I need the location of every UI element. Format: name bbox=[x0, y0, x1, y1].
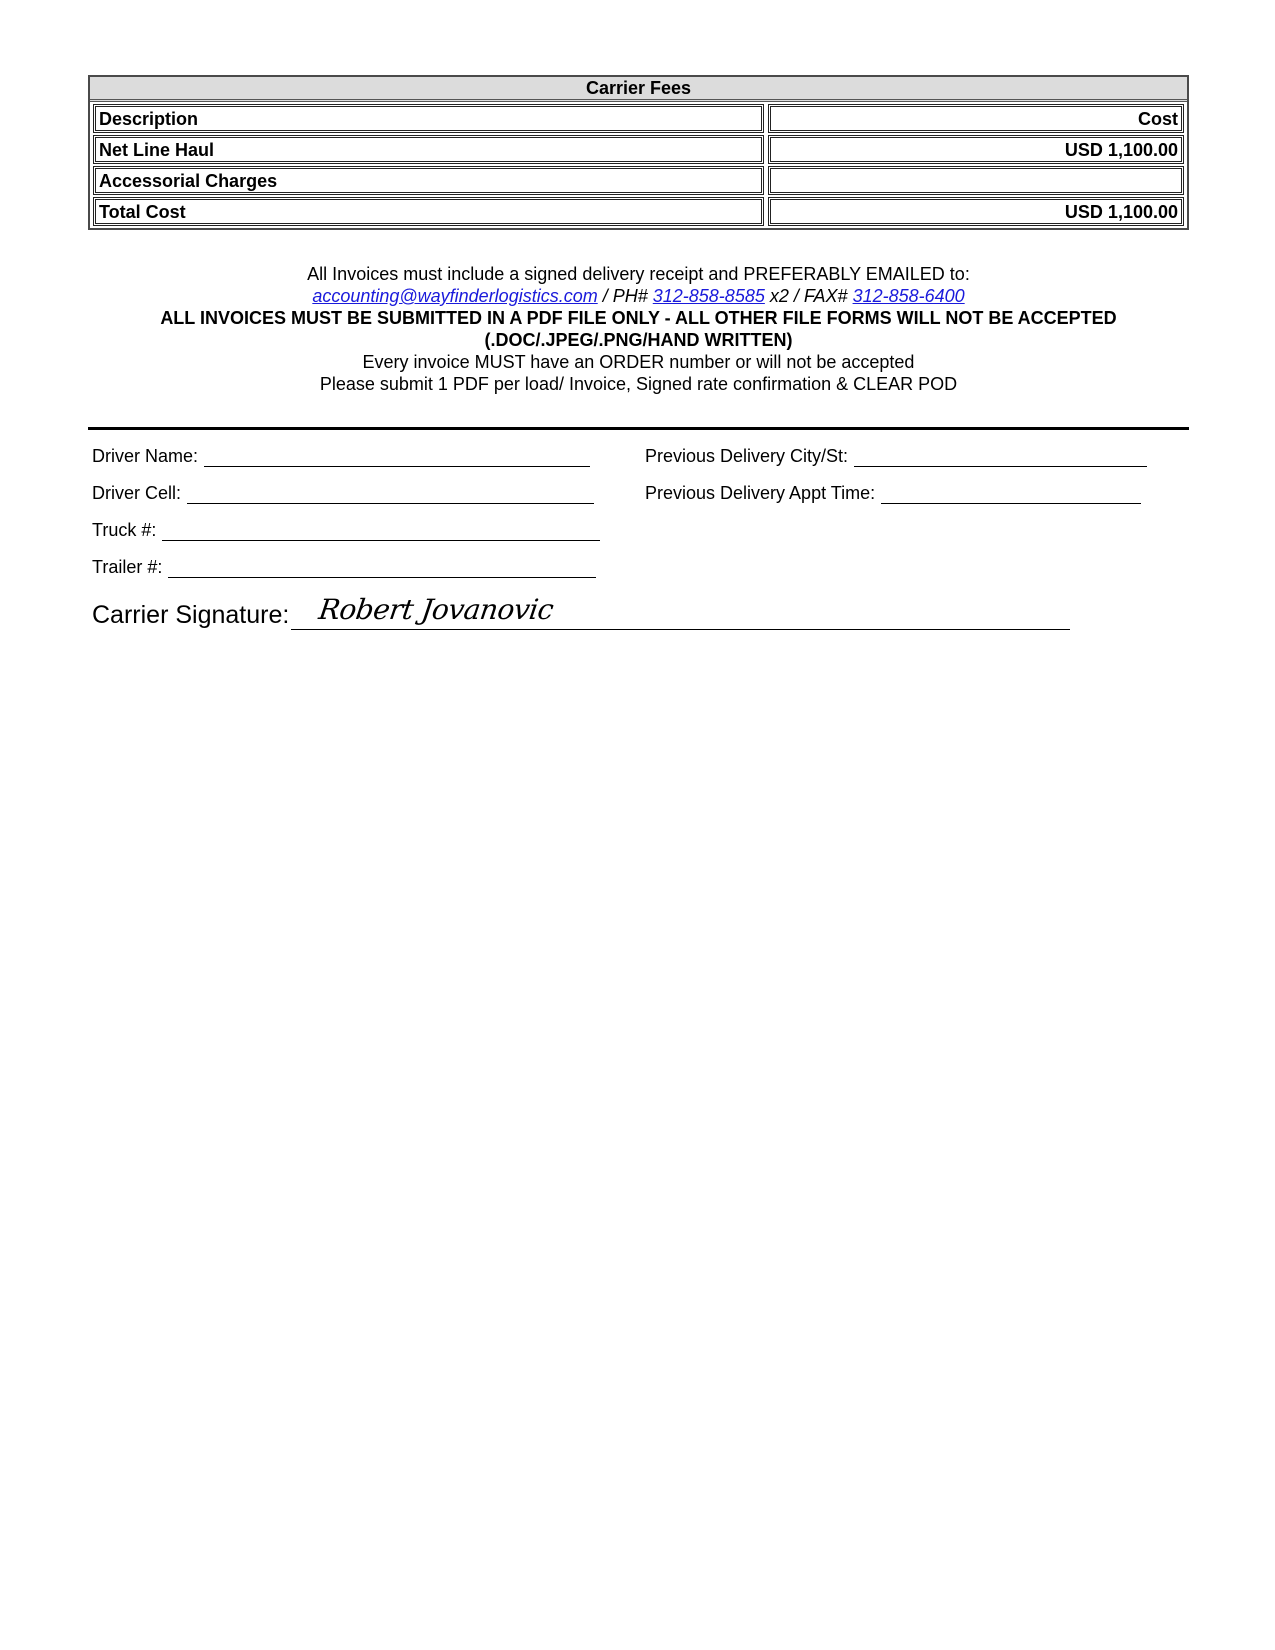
truck-field bbox=[92, 519, 600, 541]
carrier-signature-line[interactable] bbox=[291, 593, 1070, 630]
driver-name-input-line[interactable] bbox=[204, 448, 590, 467]
previous-delivery-city-field bbox=[645, 445, 1147, 467]
previous-delivery-appt-label: Previous Delivery Appt Time: bbox=[645, 483, 876, 503]
section-divider bbox=[88, 427, 1189, 430]
carrier-fees-title: Carrier Fees bbox=[90, 77, 1187, 102]
notice-line-1: All Invoices must include a signed delivery receipt and PREFERABLY EMAILED to: bbox=[307, 264, 970, 284]
email-link[interactable]: accounting@wayfinderlogistics.com bbox=[312, 286, 598, 306]
carrier-signature bbox=[92, 593, 1070, 630]
accessorial-charges-label: Accessorial Charges bbox=[93, 166, 764, 195]
handwritten-signature: Robert Jovanovic bbox=[317, 593, 556, 626]
truck-input-line[interactable] bbox=[162, 522, 600, 541]
fax-prefix: x2 / FAX# bbox=[764, 286, 853, 306]
driver-cell-label: Driver Cell: bbox=[92, 483, 182, 503]
trailer-field bbox=[92, 556, 596, 578]
contact-line bbox=[88, 285, 1189, 307]
total-cost-label: Total Cost bbox=[93, 197, 764, 226]
truck-label: Truck #: bbox=[92, 520, 157, 540]
table-row bbox=[90, 195, 1187, 228]
notice-line-4: Please submit 1 PDF per load/ Invoice, Signed rate confirmation & CLEAR POD bbox=[319, 374, 958, 394]
table-row bbox=[90, 133, 1187, 164]
table-header-row bbox=[90, 102, 1187, 133]
carrier-signature-label: Carrier Signature: bbox=[92, 601, 290, 629]
previous-delivery-appt-field bbox=[645, 482, 1141, 504]
description-column-header: Description bbox=[93, 104, 764, 133]
trailer-label: Trailer #: bbox=[92, 557, 163, 577]
notice-line-3: Every invoice MUST have an ORDER number or will not be accepted bbox=[362, 352, 915, 372]
invoice-notice bbox=[88, 263, 1189, 395]
cost-column-header: Cost bbox=[768, 104, 1184, 133]
previous-delivery-city-input-line[interactable] bbox=[854, 448, 1147, 467]
carrier-fees-table bbox=[88, 75, 1189, 230]
fax-link[interactable]: 312-858-6400 bbox=[852, 286, 965, 306]
pdf-requirement-notice: ALL INVOICES MUST BE SUBMITTED IN A PDF FILE ONLY - ALL OTHER FILE FORMS WILL NOT BE ACCEPTED (.DOC/.JPEG/.PNG/HAND WRITTEN) bbox=[160, 308, 1117, 350]
net-line-haul-label: Net Line Haul bbox=[93, 135, 764, 164]
table-row bbox=[90, 164, 1187, 195]
phone-prefix: / PH# bbox=[597, 286, 653, 306]
driver-cell-input-line[interactable] bbox=[187, 485, 594, 504]
previous-delivery-city-label: Previous Delivery City/St: bbox=[645, 446, 849, 466]
accessorial-charges-cost bbox=[768, 166, 1184, 195]
phone-link[interactable]: 312-858-8585 bbox=[652, 286, 765, 306]
driver-name-label: Driver Name: bbox=[92, 446, 199, 466]
net-line-haul-cost: USD 1,100.00 bbox=[768, 135, 1184, 164]
driver-name-field bbox=[92, 445, 590, 467]
previous-delivery-appt-input-line[interactable] bbox=[881, 485, 1141, 504]
total-cost-value: USD 1,100.00 bbox=[768, 197, 1184, 226]
driver-cell-field bbox=[92, 482, 594, 504]
trailer-input-line[interactable] bbox=[168, 559, 596, 578]
